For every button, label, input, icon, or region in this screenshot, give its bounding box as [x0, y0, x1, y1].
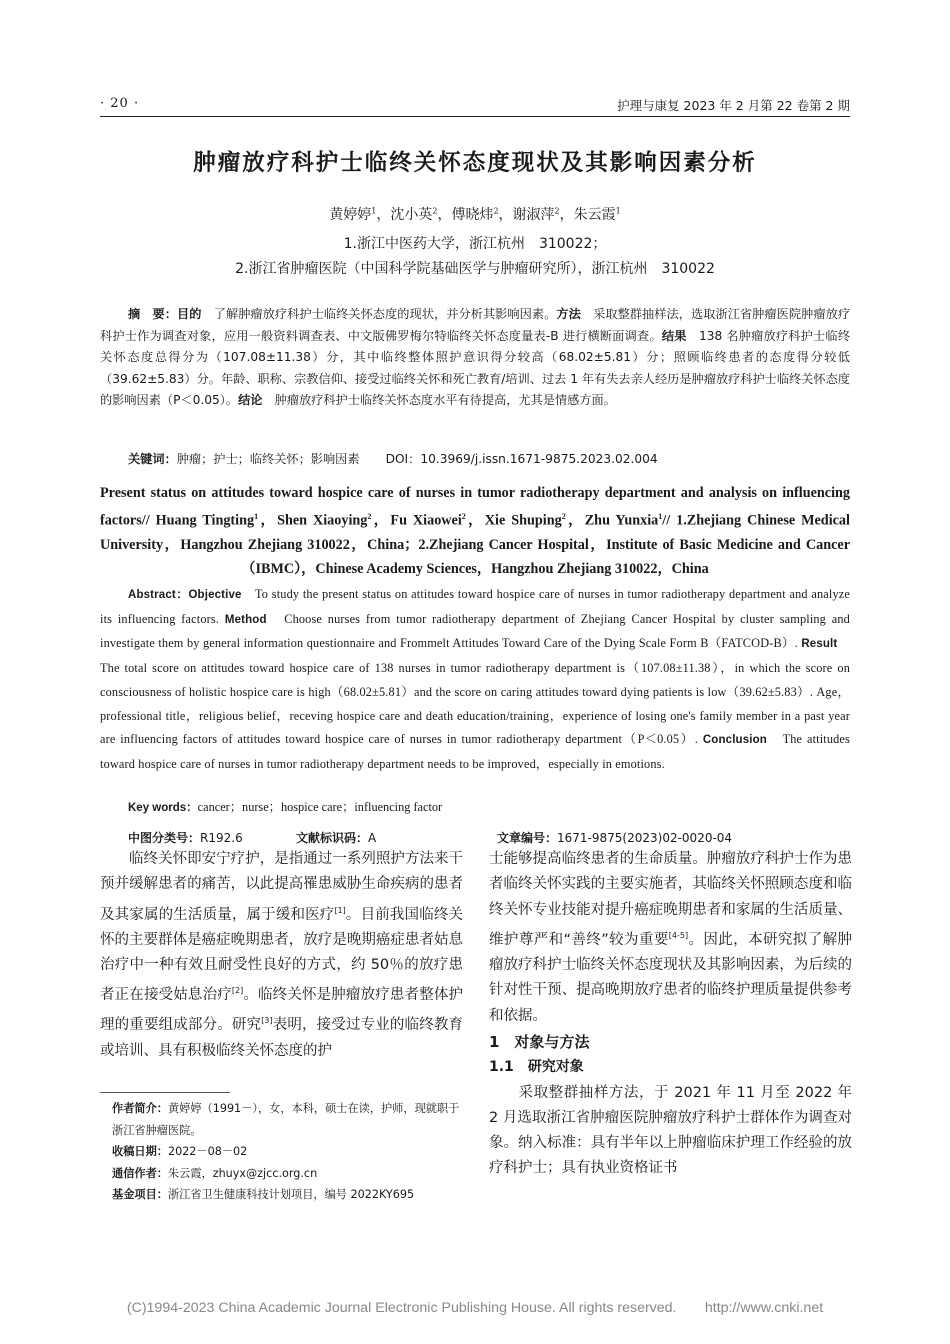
separator: ，	[437, 207, 452, 223]
author-list	[100, 204, 850, 224]
author-affiliation-mark: 2	[493, 206, 499, 216]
body-text: 表明，接受过专业的临终教育或培训、具有积极临终关怀态度的护	[100, 1017, 464, 1059]
clc-number	[128, 829, 243, 846]
method-label: 方法	[556, 307, 581, 321]
keywords-text: cancer；nurse；hospice care；influencing factor	[197, 800, 443, 814]
separator: ，	[498, 207, 513, 223]
separator: ，	[258, 512, 278, 529]
footnote-text: 2022－08－02	[167, 1145, 248, 1158]
objective-label: 目的	[177, 307, 202, 321]
objective-label: Objective	[188, 589, 242, 601]
footnote-rule	[100, 1092, 230, 1093]
conclusion-label: 结论	[238, 393, 263, 407]
chinese-abstract	[100, 304, 850, 412]
keywords-label: Key words：	[128, 802, 198, 814]
body-text: 临终关怀即安宁疗护，是指通过一系列照护方法来干预并缓解患者的痛苦，以此提高罹患威胁生命疾病的患者及其家属的生活质量，属于缓和医疗	[100, 851, 463, 923]
affiliation-1: 1.浙江中医药大学，浙江杭州 310022；	[343, 236, 607, 252]
document-code-label: 文献标识码：	[296, 831, 369, 845]
body-paragraph	[100, 847, 463, 1064]
clc-label: 中图分类号：	[128, 831, 201, 845]
citation[interactable]: [2]	[231, 986, 244, 996]
body-text: 采取整群抽样方法，于 2021 年 11 月至 2022 年 2 月选取浙江省肿瘤医院肿瘤放疗科护士群体作为调查对象。纳入标准：具有半年以上肿瘤临床护理工作经验的放疗科护士；具有执业资格证书	[489, 1084, 852, 1177]
section-heading: 1 对象与方法	[489, 1032, 590, 1051]
separator: ，	[565, 512, 585, 529]
citation[interactable]: [1]	[334, 905, 346, 915]
subsection-heading: 1.1 研究对象	[489, 1059, 584, 1076]
english-keywords	[128, 797, 442, 815]
abstract-label: Abstract：	[128, 589, 189, 601]
footnote-text: 朱云霞，zhuyx@zjcc.org.cn	[167, 1166, 318, 1180]
result-text: The total score on attitudes toward hospice care of 138 nurses in tumor radiotherapy department is（107.08±11.38），in which the score on consciousness of holistic hospice care is high（68.02±5.81）and the score on caring attitudes toward dying patients is low（39.62±5.83）. Age，professional title，religious belief，receving hospice care and death education/training，experience of losing one's family member in a past year are influencing factors of attitudes toward hospice care of nurses in tumor radiotherapy department（P＜0.05）.	[100, 636, 851, 747]
page-number: · 20 ·	[100, 96, 140, 111]
funding	[112, 1184, 462, 1206]
footnote-label: 收稿日期：	[112, 1145, 168, 1158]
method-label: Method	[224, 613, 267, 626]
keywords-text: 肿瘤；护士；临终关怀；影响因素	[176, 452, 360, 466]
english-author: Xie Shuping	[484, 512, 562, 529]
separator: ，	[371, 512, 391, 529]
copyright-footer: (C)1994-2023 China Academic Journal Electronic Publishing House. All rights reserved. http://www.cnki.net	[126, 1300, 824, 1316]
english-author: Huang Tingting	[155, 512, 255, 529]
affiliation-2: 2.浙江省肿瘤医院（中国科学院基础医学与肿瘤研究所），浙江杭州 310022	[235, 261, 715, 277]
separator: ，	[376, 207, 391, 223]
author-affiliation-mark: 1	[254, 512, 259, 521]
body-column-left	[100, 847, 463, 1064]
document-code	[296, 829, 376, 846]
body-text: 。临终关怀是肿瘤放疗患者整体护理的重要组成部分。研究	[100, 987, 464, 1034]
conclusion-text: 肿瘤放疗科护士临终关怀态度水平有待提高，尤其是情感方面。	[262, 393, 616, 407]
objective-text: 了解肿瘤放疗科护士临终关怀态度的现状，并分析其影响因素。	[201, 307, 557, 321]
conclusion-text: The attitudes toward hospice care of nurses in tumor radiotherapy department needs to be improved，especially in emotions.	[100, 732, 850, 771]
body-column-right	[489, 847, 852, 1182]
author-affiliation-mark: 2	[561, 512, 566, 521]
article-number-value: 1671-9875(2023)02-0020-04	[557, 831, 733, 845]
english-author: Shen Xiaoying	[277, 512, 368, 529]
corresponding-author	[112, 1163, 462, 1185]
author-affiliation-mark: 2	[461, 512, 466, 521]
objective-text: To study the present status on attitudes toward hospice care of nurses in tumor radiotherapy department and analyze its influencing factors.	[100, 587, 850, 626]
english-author: Zhu Yunxia	[584, 512, 659, 529]
citation[interactable]: [3]	[261, 1016, 273, 1026]
footnote-label: 通信作者：	[112, 1166, 168, 1180]
author-affiliation-mark: 1	[371, 206, 377, 216]
document-code-value: A	[368, 831, 377, 845]
author-name: 傅晓炜	[451, 207, 494, 223]
english-title: Present status on attitudes toward hospice care of nurses in tumor radiotherapy department and analysis on influencing factors//	[100, 485, 850, 529]
journal-header: 护理与康复 2023 年 2 月第 22 卷第 2 期	[617, 98, 850, 113]
english-affiliation: 1.Zhejiang Chinese Medical University，Hangzhou Zhejiang 310022，China；2.Zhejiang Cancer Hospital，Institute of Basic Medicine and Cancer（IBMC），Chinese Academy Sciences，Hangzhou Zhejiang 310022，China	[100, 512, 850, 577]
author-name: 黄婷婷	[329, 207, 372, 223]
author-affiliation-mark: 1	[658, 512, 663, 521]
body-text: 。因此，本研究拟了解肿瘤放疗科护士临终关怀态度现状及其影响因素，为后续的针对性干预、提高晚期放疗患者的临终护理质量提供参考和依据。	[489, 931, 853, 1024]
clc-value: R192.6	[200, 831, 243, 845]
footnote-text: 黄婷婷（1991－），女，本科，硕士在读，护师，现就职于浙江省肿瘤医院。	[112, 1102, 460, 1137]
abstract-label: 摘 要：	[128, 307, 177, 321]
separator: ，	[465, 512, 485, 529]
footnote-label: 基金项目：	[112, 1188, 168, 1201]
citation[interactable]: [4-5]	[668, 930, 689, 940]
english-title-block	[100, 481, 850, 581]
author-affiliation-mark: 1	[615, 206, 621, 216]
keywords-label: 关键词：	[128, 452, 177, 466]
author-affiliation-mark: 2	[432, 206, 438, 216]
received-date	[112, 1141, 462, 1163]
english-abstract	[100, 583, 850, 777]
result-text: 138 名肿瘤放疗科护士临终关怀态度总得分为（107.08±11.38）分，其中临终整体照护意识得分较高（68.02±5.81）分；照顾临终患者的态度得分较低（39.62±5.83）分。年龄、职称、宗教信仰、接受过临终关怀和死亡教育/培训、过去 1 年有失去亲人经历是肿瘤放疗科护士临终关怀态度的影响因素（P＜0.05）。	[100, 328, 851, 407]
conclusion-label: Conclusion	[702, 734, 767, 747]
article-title: 肿瘤放疗科护士临终关怀态度现状及其影响因素分析	[193, 150, 757, 176]
author-name: 朱云霞	[573, 207, 616, 223]
english-author: Fu Xiaowei	[390, 512, 462, 529]
author-affiliation-mark: 2	[554, 206, 560, 216]
article-number-label: 文章编号：	[497, 831, 558, 845]
chinese-keywords	[128, 450, 658, 467]
author-bio	[112, 1098, 462, 1141]
separator: ，	[559, 207, 574, 223]
result-label: 结果	[661, 328, 687, 343]
footnotes	[112, 1098, 462, 1206]
result-label: Result	[801, 638, 838, 651]
footnote-label: 作者简介：	[112, 1102, 168, 1115]
author-name: 沈小英	[390, 207, 433, 223]
method-text: Choose nurses from tumor radiotherapy department of Zhejiang Cancer Hospital by cluster sampling and investigate them by general information questionnaire and Frommelt Attitudes Toward Care of the Dying Scale Form B（FATCOD-B）.	[100, 611, 850, 651]
footnote-text: 浙江省卫生健康科技计划项目，编号 2022KY695	[167, 1188, 415, 1201]
article-number	[497, 829, 732, 846]
author-affiliation-mark: 2	[367, 512, 372, 521]
body-paragraph	[489, 847, 852, 1029]
author-name: 谢淑萍	[512, 207, 555, 223]
body-paragraph	[489, 1081, 852, 1182]
doi[interactable]: DOI：10.3969/j.issn.1671-9875.2023.02.004	[385, 452, 658, 466]
header-rule	[100, 116, 850, 117]
body-text: 。目前我国临终关怀的主要群体是癌症晚期患者，放疗是晚期癌症患者姑息治疗中一种有效且耐受性良好的方式，约 50％的放疗患者正在接受姑息治疗	[100, 906, 463, 1004]
separator: //	[662, 512, 671, 529]
body-text: 士能够提高临终患者的生命质量。肿瘤放疗科护士作为患者临终关怀实践的主要实施者，其临终关怀照顾态度和临终关怀专业技能对提升癌症晚期患者和家属的生活质量、维护尊严和“善终”较为重要	[489, 851, 852, 948]
method-text: 采取整群抽样法，选取浙江省肿瘤医院肿瘤放疗科护士作为调查对象，应用一般资料调查表、中文版佛罗梅尔特临终关怀态度量表-B 进行横断面调查。	[100, 307, 851, 343]
